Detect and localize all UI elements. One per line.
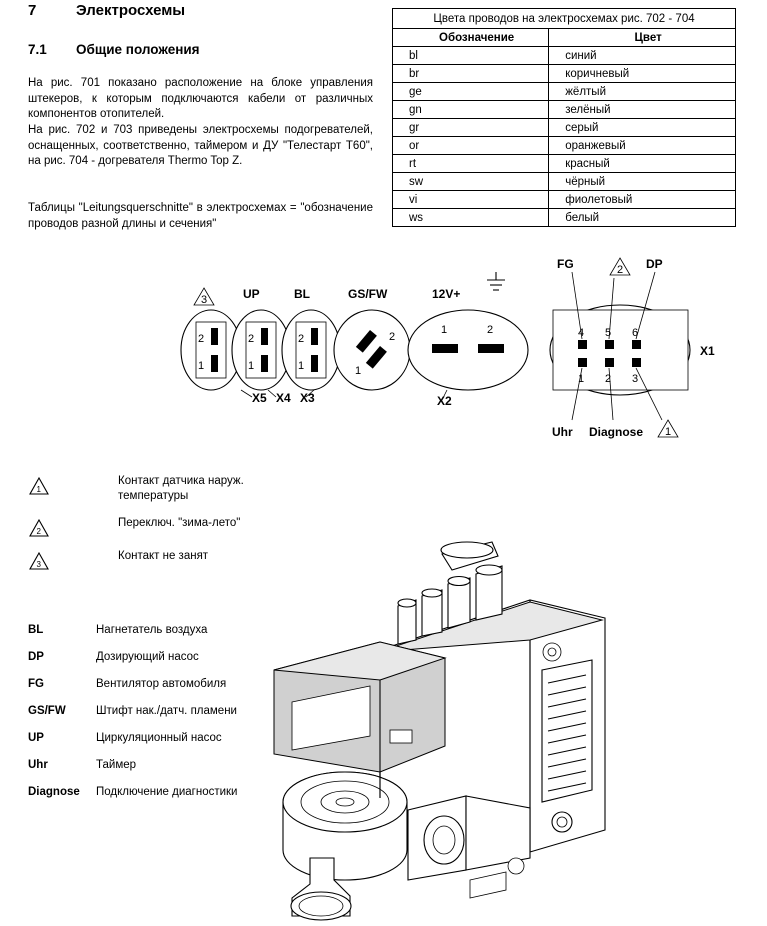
warning-triangle-1-icon	[28, 476, 50, 496]
legend-abbr: BL	[28, 624, 44, 636]
svg-text:1: 1	[355, 365, 362, 377]
section-title: Электросхемы	[76, 2, 186, 19]
table-row	[393, 191, 736, 209]
note-item-2	[28, 518, 368, 538]
svg-text:X2: X2	[437, 394, 452, 408]
cell-code: gn	[393, 101, 549, 119]
svg-text:X1: X1	[700, 344, 715, 358]
note-2-line-1: Переключ. "зима-лето"	[118, 517, 241, 529]
table-row	[393, 119, 736, 137]
warning-triangle-2-icon	[28, 518, 50, 538]
heater-unit-illustration	[230, 540, 650, 926]
svg-text:1: 1	[665, 426, 672, 438]
svg-text:1: 1	[248, 360, 255, 372]
cell-code: br	[393, 65, 549, 83]
table-row	[393, 47, 736, 65]
legend-desc: Таймер	[96, 759, 137, 771]
cell-color: фиолетовый	[549, 191, 736, 209]
svg-text:X5: X5	[252, 391, 267, 405]
svg-text:1: 1	[36, 485, 41, 494]
legend-abbr: FG	[28, 678, 44, 690]
legend-abbr: Diagnose	[28, 786, 80, 798]
svg-text:3: 3	[201, 294, 208, 306]
cell-code: bl	[393, 47, 549, 65]
cell-color: жёлтый	[549, 83, 736, 101]
section-number: 7	[28, 2, 37, 19]
paragraph-1: На рис. 701 показано расположение на блоке управления штекеров, к которым подключаются кабели от различных компонентов отопителей.	[28, 77, 373, 120]
cell-color: коричневый	[549, 65, 736, 83]
note-1-line-1: Контакт датчика наруж.	[118, 475, 244, 487]
cell-color: серый	[549, 119, 736, 137]
svg-text:2: 2	[617, 264, 624, 276]
cell-color: синий	[549, 47, 736, 65]
svg-text:X4: X4	[276, 391, 291, 405]
cell-color: красный	[549, 155, 736, 173]
cell-color: чёрный	[549, 173, 736, 191]
column-header-designation: Обозначение	[393, 29, 549, 47]
table-row	[393, 137, 736, 155]
cell-code: vi	[393, 191, 549, 209]
legend-abbr: DP	[28, 651, 44, 663]
svg-text:4: 4	[578, 327, 585, 339]
svg-text:1: 1	[578, 373, 585, 385]
legend-abbr: GS/FW	[28, 705, 66, 717]
svg-text:X3: X3	[300, 391, 315, 405]
svg-text:BL: BL	[294, 287, 310, 301]
legend-desc: Нагнетатель воздуха	[96, 624, 208, 636]
svg-text:3: 3	[632, 373, 639, 385]
wire-color-table	[392, 8, 736, 227]
table-header-row	[393, 29, 736, 47]
svg-text:GS/FW: GS/FW	[348, 287, 388, 301]
svg-text:2: 2	[487, 324, 494, 336]
subsection-title: Общие положения	[76, 42, 200, 57]
legend-desc: Циркуляционный насос	[96, 732, 222, 744]
subsection-number: 7.1	[28, 42, 47, 57]
svg-text:Diagnose: Diagnose	[589, 425, 644, 439]
svg-text:6: 6	[632, 327, 639, 339]
table-row	[393, 209, 736, 227]
svg-text:FG: FG	[557, 257, 574, 271]
svg-text:5: 5	[605, 327, 612, 339]
svg-text:2: 2	[36, 527, 41, 536]
cell-code: or	[393, 137, 549, 155]
svg-text:1: 1	[298, 360, 305, 372]
cell-color: белый	[549, 209, 736, 227]
connector-diagram	[0, 240, 767, 460]
paragraph-2: На рис. 702 и 703 приведены электросхемы подогревателей, оснащенных, соответственно, таймером и ДУ "Телестарт Т60", на рис. 704 - догревателя Thermo Top Z.	[28, 124, 373, 167]
table-row	[393, 65, 736, 83]
table-row	[393, 101, 736, 119]
note-1-line-2: температуры	[118, 490, 189, 502]
note-item-1	[28, 476, 368, 510]
table-caption: Цвета проводов на электросхемах рис. 702 - 704	[393, 9, 736, 29]
cell-code: ws	[393, 209, 549, 227]
cell-code: gr	[393, 119, 549, 137]
svg-text:2: 2	[198, 333, 205, 345]
warning-triangle-3-icon	[28, 551, 50, 571]
cell-code: rt	[393, 155, 549, 173]
svg-text:1: 1	[441, 324, 448, 336]
svg-text:2: 2	[605, 373, 612, 385]
svg-text:Uhr: Uhr	[552, 425, 573, 439]
note-3-line-1: Контакт не занят	[118, 550, 209, 562]
legend-abbr: UP	[28, 732, 44, 744]
svg-text:DP: DP	[646, 257, 663, 271]
table-row	[393, 83, 736, 101]
legend-abbr: Uhr	[28, 759, 48, 771]
legend-desc: Подключение диагностики	[96, 786, 238, 798]
svg-text:12V+: 12V+	[432, 287, 461, 301]
cell-color: оранжевый	[549, 137, 736, 155]
svg-text:1: 1	[198, 360, 205, 372]
table-row	[393, 155, 736, 173]
svg-text:3: 3	[36, 560, 41, 569]
legend-desc: Дозирующий насос	[96, 651, 199, 663]
cell-code: sw	[393, 173, 549, 191]
cell-color: зелёный	[549, 101, 736, 119]
cell-code: ge	[393, 83, 549, 101]
legend-desc: Штифт нак./датч. пламени	[96, 705, 237, 717]
paragraph-3: Таблицы "Leitungsquerschnitte" в электросхемах = "обозначение проводов разной длины и сечения"	[28, 202, 373, 230]
svg-text:2: 2	[389, 331, 396, 343]
table-row	[393, 173, 736, 191]
svg-text:2: 2	[298, 333, 305, 345]
legend-desc: Вентилятор автомобиля	[96, 678, 227, 690]
svg-text:UP: UP	[243, 287, 260, 301]
column-header-color: Цвет	[549, 29, 736, 47]
svg-text:2: 2	[248, 333, 255, 345]
table-caption-row	[393, 9, 736, 29]
